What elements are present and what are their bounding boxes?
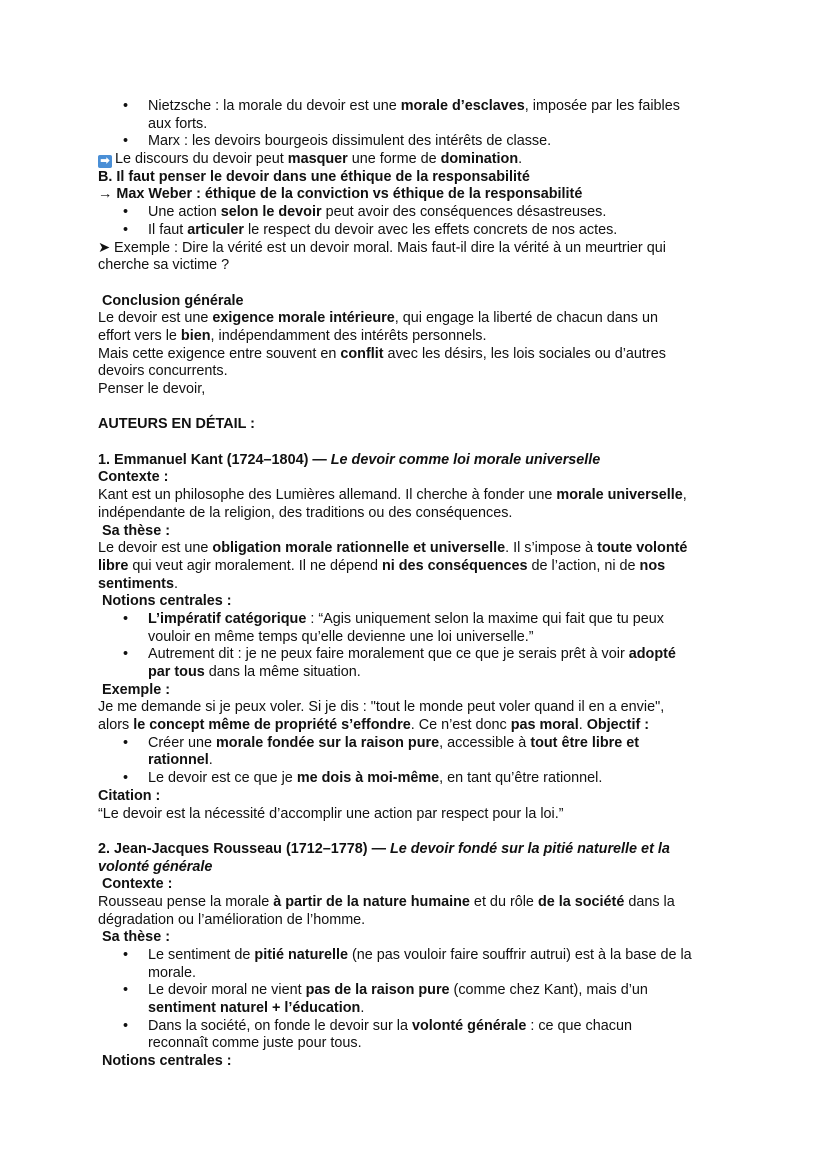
- list-item-line: [98, 947, 692, 965]
- bold-text: sentiments: [98, 575, 174, 592]
- text-line: [98, 151, 692, 169]
- bold-text: me dois à moi-même: [296, 770, 440, 787]
- bold-text: Le devoir fondé sur la pitié naturelle et la: [389, 840, 670, 857]
- text-span: dans la: [624, 893, 675, 910]
- text-span: : ce que chacun: [526, 1017, 632, 1034]
- text-line: [98, 257, 692, 275]
- text-span: qui veut agir moralement. Il ne dépend: [128, 557, 382, 574]
- bold-text: morale fondée sur la raison pure: [216, 734, 440, 751]
- list-item-line: [98, 1018, 692, 1036]
- text-line: [98, 859, 692, 877]
- bold-text: conflit: [340, 345, 384, 362]
- text-span: , en tant qu’être rationnel.: [439, 770, 603, 787]
- bold-text: selon le devoir: [220, 204, 322, 221]
- bold-text: adopté: [628, 646, 676, 663]
- text-span: Je me demande si je peux voler. Si je dis : "tout le monde peut voler quand il en a envie",: [98, 699, 665, 716]
- text-span: avec les désirs, les lois sociales ou d’autres: [383, 345, 666, 362]
- text-line: [98, 293, 692, 311]
- blank-line: [98, 434, 692, 452]
- arrow-right-icon: ➡: [98, 155, 112, 168]
- text-span: .: [578, 717, 587, 734]
- bold-text: Sa thèse :: [98, 522, 170, 539]
- bold-text: nos: [639, 557, 666, 574]
- text-span: . Ce n’est donc: [410, 717, 511, 734]
- bullet-icon: •: [123, 98, 129, 114]
- text-span: Le devoir est une: [98, 310, 213, 327]
- bullet-icon: •: [123, 221, 129, 238]
- text-span: “Le devoir est la nécessité d’accomplir une action par respect pour la loi.”: [98, 805, 564, 822]
- list-item-line: [98, 629, 692, 647]
- bold-text: exigence morale intérieure: [212, 310, 395, 327]
- text-line: [98, 186, 692, 204]
- document-page: [98, 98, 692, 1071]
- text-line: [98, 806, 692, 824]
- list-item-line: [98, 133, 692, 151]
- bold-text: Exemple :: [98, 681, 170, 698]
- text-line: [98, 788, 692, 806]
- bold-text: pas moral: [510, 717, 579, 734]
- text-line: [98, 894, 692, 912]
- text-line: [98, 1053, 692, 1071]
- text-span: Rousseau pense la morale: [98, 893, 274, 910]
- text-span: Autrement dit : je ne peux faire moralement que ce que je serais prêt à voir: [148, 646, 629, 663]
- text-line: [98, 469, 692, 487]
- text-span: Il faut: [148, 221, 188, 238]
- text-line: [98, 717, 692, 735]
- bold-text: Le devoir comme loi morale universelle: [330, 451, 601, 468]
- text-span: ,: [682, 487, 687, 504]
- text-span: Marx : les devoirs bourgeois dissimulent des intérêts de classe.: [148, 133, 552, 150]
- bold-text: Sa thèse :: [98, 929, 170, 946]
- text-span: le respect du devoir avec les effets concrets de nos actes.: [244, 221, 618, 238]
- bold-text: Notions centrales :: [98, 593, 232, 610]
- bullet-icon: •: [123, 646, 129, 663]
- bold-text: 2. Jean-Jacques Rousseau (1712–1778) —: [98, 840, 390, 857]
- text-line: [98, 929, 692, 947]
- text-span: reconnaît comme juste pour tous.: [148, 1035, 362, 1052]
- bold-text: rationnel: [148, 752, 209, 769]
- bold-text: par tous: [148, 664, 205, 680]
- text-span: .: [173, 575, 178, 592]
- text-line: [98, 558, 692, 576]
- text-span: alors: [98, 717, 134, 734]
- bold-text: bien: [180, 327, 211, 344]
- text-line: [98, 328, 692, 346]
- list-item-line: [98, 1000, 692, 1018]
- blank-line: [98, 275, 692, 293]
- bold-text: sentiment naturel + l’éducation: [148, 1000, 361, 1017]
- bold-text: L’impératif catégorique: [148, 610, 307, 627]
- bold-text: de la société: [537, 893, 625, 910]
- bold-text: Conclusion générale: [98, 292, 244, 309]
- text-span: Le devoir est ce que je: [148, 770, 297, 787]
- text-span: , accessible à: [439, 734, 531, 751]
- bold-text: 1. Emmanuel Kant (1724–1804) —: [98, 451, 331, 468]
- text-line: [98, 169, 692, 187]
- text-span: , qui engage la liberté de chacun dans un: [394, 310, 659, 327]
- bold-text: à partir de la nature humaine: [273, 893, 470, 910]
- bold-text: obligation morale rationnelle et universelle: [212, 540, 506, 557]
- blank-line: [98, 399, 692, 417]
- text-span: .: [518, 151, 523, 168]
- bullet-icon: •: [123, 734, 129, 751]
- text-span: Dans la société, on fonde le devoir sur la: [148, 1017, 412, 1034]
- text-span: Kant est un philosophe des Lumières allemand. Il cherche à fonder une: [98, 487, 557, 504]
- bold-text: domination: [440, 151, 519, 168]
- text-span: .: [208, 752, 213, 769]
- bold-text: libre: [98, 557, 129, 574]
- text-span: Le discours du devoir peut: [115, 151, 288, 168]
- bold-text: AUTEURS EN DÉTAIL :: [98, 416, 255, 433]
- text-span: Penser le devoir,: [98, 381, 206, 397]
- text-span: une forme de: [347, 151, 441, 168]
- text-line: [98, 416, 692, 434]
- text-span: , indépendamment des intérêts personnels.: [210, 327, 487, 344]
- text-span: dégradation ou l’amélioration de l’homme.: [98, 911, 366, 928]
- list-item-line: [98, 735, 692, 753]
- list-item-line: [98, 965, 692, 983]
- text-span: Une action: [148, 204, 221, 221]
- text-line: [98, 576, 692, 594]
- bullet-icon: •: [123, 610, 129, 627]
- text-span: morale.: [148, 964, 196, 981]
- blank-line: [98, 823, 692, 841]
- bullet-icon: •: [123, 133, 129, 150]
- list-item-line: [98, 98, 692, 116]
- bold-text: morale universelle: [556, 487, 683, 504]
- text-span: , imposée par les faibles: [524, 98, 680, 114]
- bullet-icon: •: [123, 982, 129, 999]
- bold-text: Notions centrales :: [98, 1053, 232, 1070]
- text-span: ➤ Exemple : Dire la vérité est un devoir moral. Mais faut-il dire la vérité à un meurtrier qui: [98, 239, 666, 256]
- text-line: [98, 505, 692, 523]
- bold-text: pitié naturelle: [254, 947, 348, 963]
- text-line: [98, 540, 692, 558]
- text-line: [98, 523, 692, 541]
- bold-text: volonté générale: [98, 858, 213, 875]
- bullet-icon: •: [123, 947, 129, 963]
- text-span: indépendante de la religion, des traditions ou des conséquences.: [98, 504, 513, 521]
- text-line: [98, 452, 692, 470]
- list-item-line: [98, 770, 692, 788]
- list-item-line: [98, 752, 692, 770]
- text-span: effort vers le: [98, 327, 181, 344]
- text-span: de l’action, ni de: [527, 557, 640, 574]
- text-span: Créer une: [148, 734, 216, 751]
- text-line: [98, 682, 692, 700]
- text-span: peut avoir des conséquences désastreuses.: [321, 204, 607, 221]
- text-span: devoirs concurrents.: [98, 363, 228, 380]
- text-span: et du rôle: [469, 893, 538, 910]
- text-line: [98, 876, 692, 894]
- bold-text: → Max Weber : éthique de la conviction vs éthique de la responsabilité: [98, 186, 583, 203]
- text-span: Le sentiment de: [148, 947, 255, 963]
- bold-text: articuler: [187, 221, 244, 238]
- text-line: [98, 699, 692, 717]
- list-item-line: [98, 982, 692, 1000]
- bold-text: tout être libre et: [530, 734, 640, 751]
- text-line: [98, 310, 692, 328]
- bold-text: pas de la raison pure: [305, 982, 450, 999]
- list-item-line: [98, 646, 692, 664]
- text-span: Nietzsche : la morale du devoir est une: [148, 98, 401, 114]
- bullet-icon: •: [123, 770, 129, 787]
- bold-text: Citation :: [98, 787, 161, 804]
- bold-text: B. Il faut penser le devoir dans une éthique de la responsabilité: [98, 168, 530, 185]
- list-item-line: [98, 1035, 692, 1053]
- list-item-line: [98, 611, 692, 629]
- text-line: [98, 912, 692, 930]
- text-span: vouloir en même temps qu’elle devienne une loi universelle.”: [148, 628, 534, 645]
- text-span: : “Agis uniquement selon la maxime qui fait que tu peux: [306, 610, 664, 627]
- text-span: dans la même situation.: [204, 664, 361, 680]
- text-span: Mais cette exigence entre souvent en: [98, 345, 341, 362]
- text-line: [98, 487, 692, 505]
- bold-text: ni des conséquences: [381, 557, 528, 574]
- bold-text: volonté générale: [411, 1017, 527, 1034]
- text-span: Le devoir moral ne vient: [148, 982, 306, 999]
- text-line: [98, 346, 692, 364]
- text-span: (comme chez Kant), mais d’un: [449, 982, 648, 999]
- list-item-line: [98, 664, 692, 682]
- bold-text: le concept même de propriété s’effondre: [133, 717, 411, 734]
- text-span: aux forts.: [148, 115, 208, 132]
- bullet-icon: •: [123, 1017, 129, 1034]
- bold-text: Contexte :: [98, 876, 173, 893]
- bold-text: Contexte :: [98, 469, 169, 486]
- text-span: (ne pas vouloir faire souffrir autrui) est à la base de la: [347, 947, 692, 963]
- text-span: Le devoir est une: [98, 540, 213, 557]
- bullet-icon: •: [123, 204, 129, 221]
- list-item-line: [98, 204, 692, 222]
- text-span: .: [360, 1000, 365, 1017]
- bold-text: masquer: [287, 151, 348, 168]
- bold-text: Objectif :: [586, 717, 650, 734]
- text-line: [98, 240, 692, 258]
- bold-text: toute volonté: [597, 540, 688, 557]
- text-span: cherche sa victime ?: [98, 257, 230, 274]
- bold-text: morale d’esclaves: [400, 98, 525, 114]
- text-line: [98, 381, 692, 399]
- text-line: [98, 593, 692, 611]
- list-item-line: [98, 222, 692, 240]
- text-line: [98, 841, 692, 859]
- text-span: . Il s’impose à: [505, 540, 598, 557]
- text-line: [98, 363, 692, 381]
- list-item-line: [98, 116, 692, 134]
